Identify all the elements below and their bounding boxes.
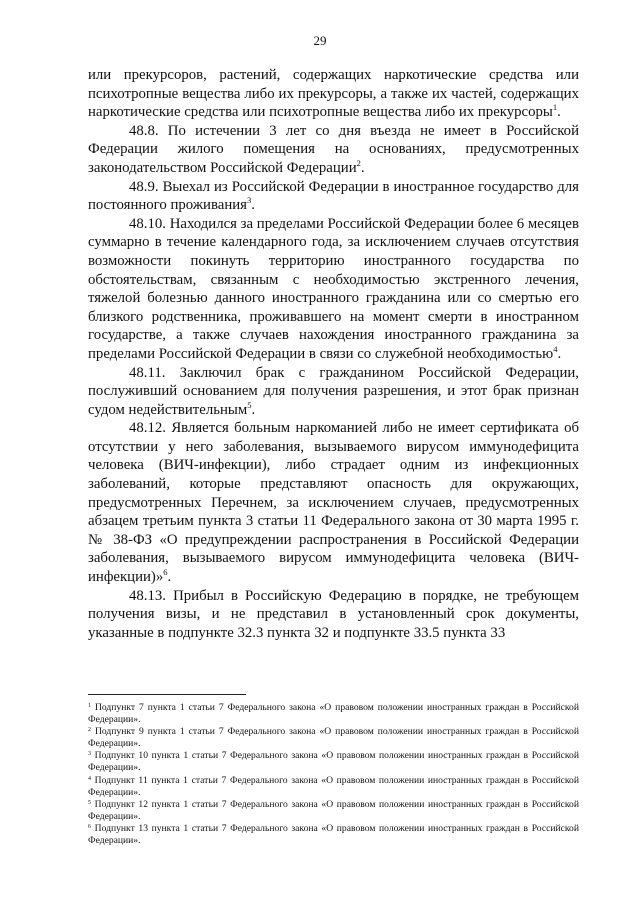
footnote-ref[interactable]: 5 — [247, 399, 252, 410]
paragraph-48-9: 48.9. Выехал из Российской Федерации в иностранное государство для постоянного проживания$^3$. — [88, 178, 579, 214]
footnote-text: Подпункт 7 пункта 1 статьи 7 Федерального закона «О правовом положении иностранных граждан в Российской Федерации». — [88, 702, 579, 726]
paragraph-text: 48.8. По истечении 3 лет со дня въезда не имеет в Российской Федерации жилого помещения на основаниях, предусмотренных законодательством Российской Федерации — [88, 122, 579, 176]
footnote-number: 3 — [88, 751, 91, 758]
paragraph-text: 48.12. Является больным наркоманией либо не имеет сертификата об отсутствии у него заболевания, вызываемого вирусом иммунодефицита человека (ВИЧ-инфекции), либо страдает одним из инфекционных заболеваний, которые представляют опасность для окружающих, предусмотренных Перечнем, за исключением случаев, предусмотренных абзацем третьим пункта 3 статьи 11 Федерального закона от 30 марта 1995 г. № 38-ФЗ «О предупреждении распространения в Российской Федерации заболевания, вызываемого вирусом иммунодефицита человека (ВИЧ-инфекции)» — [88, 420, 579, 586]
footnote-number: 1 — [88, 703, 91, 709]
footnote-text: Подпункт 12 пункта 1 статьи 7 Федерального закона «О правовом положении иностранных граждан в Российской Федерации». — [88, 798, 579, 822]
footnote-3 — [88, 750, 579, 774]
paragraph-text: 48.11. Заключил брак с гражданином Российской Федерации, послуживший основанием для получения разрешения, и этот брак признан судом недействительным — [88, 364, 579, 418]
footnote-number: 4 — [88, 775, 91, 782]
footnote-number: 5 — [88, 799, 91, 806]
footnote-ref[interactable]: 3 — [246, 195, 252, 206]
paragraph-48-10: 48.10. Находился за пределами Российской Федерации более 6 месяцев суммарно в течение календарного года, за исключением случаев отсутствия возможности покинуть территорию иностранного государства по обстоятельствам, связанным с необходимостью экстренного лечения, тяжелой болезнью данного иностранного гражданина или со смертью его близкого родственника, проживавшего на момент смерти в иностранном государстве, а также случаев нахождения иностранного гражданина за пределами Российской Федерации в связи со служебной необходимостью$^4$. — [88, 215, 579, 362]
footnote-ref[interactable]: 2 — [356, 157, 361, 168]
paragraph-text: 48.9. Выехал из Российской Федерации в иностранное государство для постоянного проживания — [88, 178, 579, 214]
footnote-4 — [88, 775, 579, 799]
paragraph-continuation: или прекурсоров, растений, содержащих наркотические средства или психотропные вещества либо их прекурсоры, а также их частей, содержащих наркотические средства или психотропные вещества либо их прекурсоры$^1$. — [88, 67, 579, 121]
main-text — [88, 66, 579, 642]
footnote-number: 2 — [88, 727, 91, 734]
paragraph-text: 48.10. Находился за пределами Российской Федерации более 6 месяцев суммарно в течение календарного года, за исключением случаев отсутствия возможности покинуть территорию иностранного государства по обстоятельствам, связанным с необходимостью экстренного лечения, тяжелой болезнью данного иностранного гражданина или со смертью его близкого родственника, проживавшего на момент смерти в иностранном государстве, а также случаев нахождения иностранного гражданина за пределами Российской Федерации в связи со служебной необходимостью — [88, 215, 579, 362]
paragraph-48-8: 48.8. По истечении 3 лет со дня въезда не имеет в Российской Федерации жилого помещения на основаниях, предусмотренных законодательством Российской Федерации$^2$. — [88, 122, 579, 176]
paragraph-text: 48.13. Прибыл в Российскую Федерацию в порядке, не требующем получения визы, и не представил в установленный срок документы, указанные в подпункте 32.3 пункта 32 и подпункте 33.5 пункта 33 — [88, 587, 579, 641]
footnote-2 — [88, 726, 579, 750]
footnote-text: Подпункт 10 пункта 1 статьи 7 Федерального закона «О правовом положении иностранных граждан в Российской Федерации». — [88, 750, 579, 774]
paragraph-text: или прекурсоров, растений, содержащих наркотические средства или психотропные вещества либо их прекурсоры, а также их частей, содержащих наркотические средства или психотропные вещества либо их прекурсоры — [88, 67, 579, 121]
footnote-number: 6 — [88, 823, 91, 830]
paragraph-48-13 — [88, 587, 579, 643]
paragraph-48-12: 48.12. Является больным наркоманией либо не имеет сертификата об отсутствии у него заболевания, вызываемого вирусом иммунодефицита человека (ВИЧ-инфекции), либо страдает одним из инфекционных заболеваний, которые представляют опасность для окружающих, предусмотренных Перечнем, за исключением случаев, предусмотренных абзацем третьим пункта 3 статьи 11 Федерального закона от 30 марта 1995 г. № 38-ФЗ «О предупреждении распространения в Российской Федерации заболевания, вызываемого вирусом иммунодефицита человека (ВИЧ-инфекции)»$^6$. — [88, 420, 579, 586]
footnotes — [88, 702, 579, 847]
footnote-ref[interactable]: 1 — [552, 102, 558, 113]
footnote-text: Подпункт 11 пункта 1 статьи 7 Федерального закона «О правовом положении иностранных граждан в Российской Федерации». — [88, 774, 579, 798]
footnote-ref[interactable]: 4 — [553, 343, 558, 354]
footnote-1 — [88, 702, 579, 726]
footnote-divider — [88, 694, 246, 695]
paragraph-48-11: 48.11. Заключил брак с гражданином Российской Федерации, послуживший основанием для получения разрешения, и этот брак признан судом недействительным$^5$. — [88, 364, 579, 418]
footnote-6 — [88, 823, 579, 847]
page-number: 29 — [313, 33, 327, 48]
footnote-5 — [88, 799, 579, 823]
footnote-text: Подпункт 13 пункта 1 статьи 7 Федерального закона «О правовом положении иностранных граждан в Российской Федерации». — [88, 822, 579, 847]
footnote-ref[interactable]: 6 — [163, 567, 168, 578]
footnote-text: Подпункт 9 пункта 1 статьи 7 Федерального закона «О правовом положении иностранных граждан в Российской Федерации». — [88, 726, 579, 750]
